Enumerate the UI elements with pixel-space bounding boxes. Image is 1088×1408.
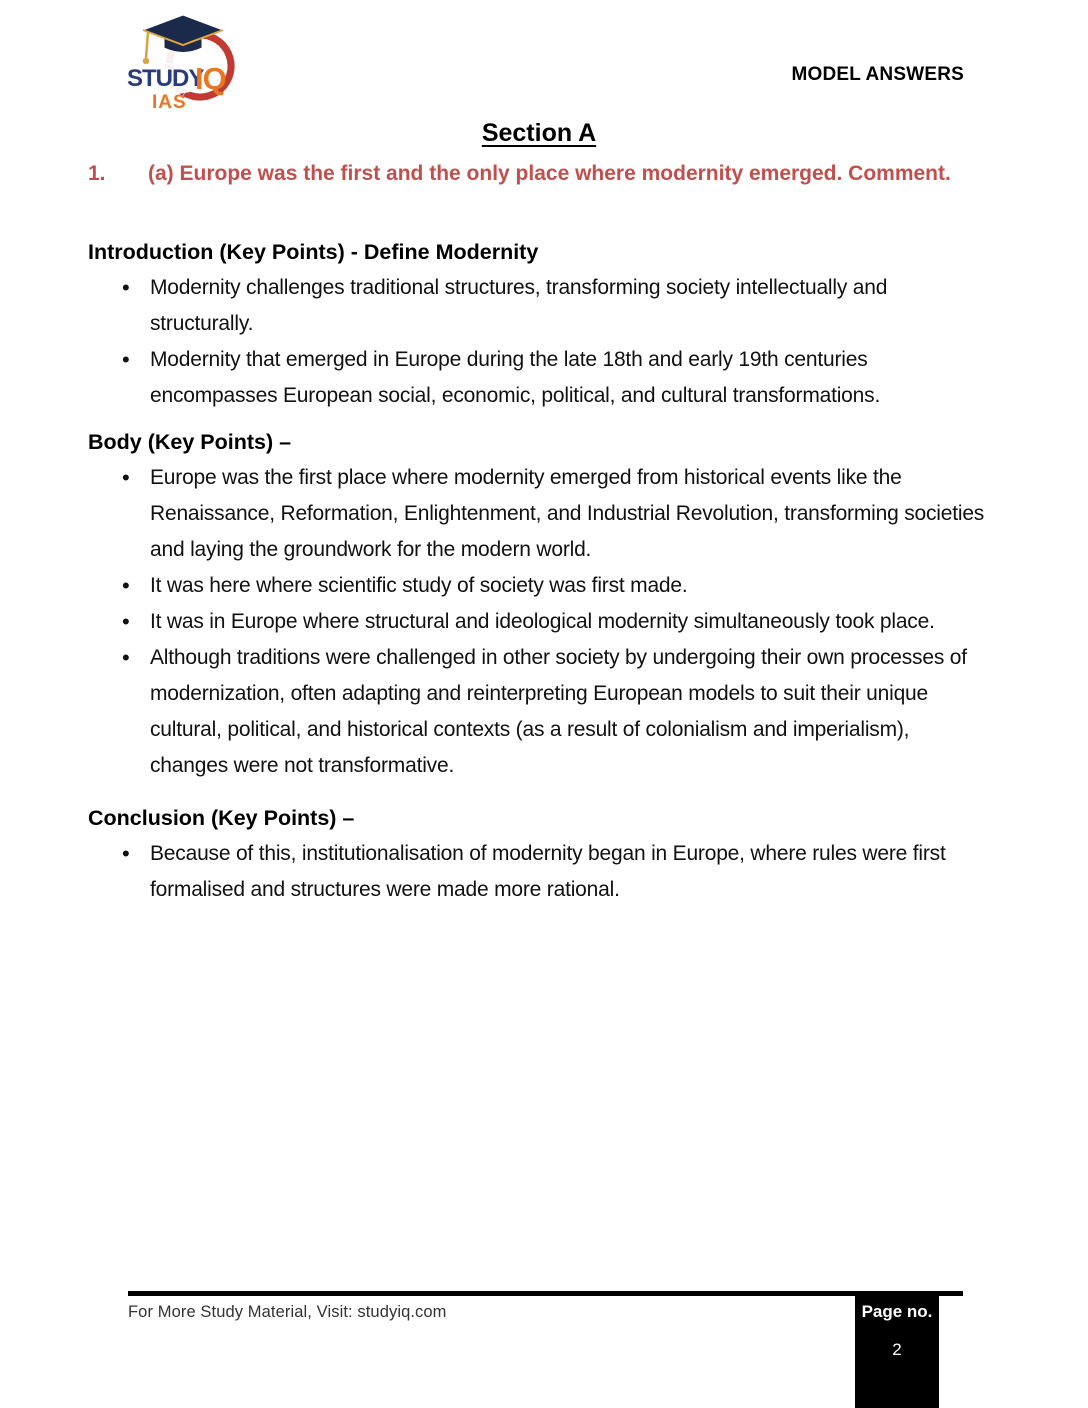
model-answers-label: MODEL ANSWERS [791,64,964,85]
studyiq-logo [126,10,244,114]
bullet-list-introduction [88,270,990,414]
section-heading-conclusion: Conclusion (Key Points) – [88,806,355,830]
page-no-label: Page no. [861,1302,933,1321]
list-item: • Modernity challenges traditional structures, transforming society intellectually and structurally. [88,270,990,342]
question-text: (a) Europe was the first and the only place where modernity emerged. Comment. [148,162,951,185]
list-item: • Europe was the first place where modernity emerged from historical events like the Renaissance, Reformation, Enlightenment, and Industrial Revolution, transforming societies and laying the groundwork for the modern world. [88,460,990,568]
section-introduction [88,234,990,414]
list-item: • It was in Europe where structural and ideological modernity simultaneously took place. [88,604,990,640]
section-heading-introduction: Introduction (Key Points) - Define Modernity [88,240,539,264]
bullet-list-body [88,460,990,784]
footer-text: For More Study Material, Visit: studyiq.com [128,1303,447,1321]
list-item: • Although traditions were challenged in other society by undergoing their own processes of modernization, often adapting and reinterpreting European models to suit their unique cultural, political, and historical contexts (as a result of colonialism and imperialism), changes were not transformative. [88,640,990,784]
list-item: • Modernity that emerged in Europe during the late 18th and early 19th centuries encompasses European social, economic, political, and cultural transformations. [88,342,990,414]
page-number-value: 2 [892,1340,902,1359]
section-title: Section A [481,119,597,147]
question-number: 1. [88,162,106,185]
section-body [88,424,990,784]
list-item: • Because of this, institutionalisation of modernity began in Europe, where rules were first formalised and structures were made more rational. [88,836,990,908]
section-heading-body: Body (Key Points) – [88,430,292,454]
bullet-list-conclusion [88,836,990,908]
logo-study-text: STUDY [127,65,204,92]
footer-divider [128,1291,963,1296]
logo-iq-text: IQ [195,61,226,96]
section-conclusion [88,800,990,908]
page-number-box [855,1293,939,1408]
list-item: • It was here where scientific study of society was first made. [88,568,990,604]
question-row [88,158,990,190]
logo-ias-text: IAS [152,92,187,113]
content-area [88,116,990,908]
